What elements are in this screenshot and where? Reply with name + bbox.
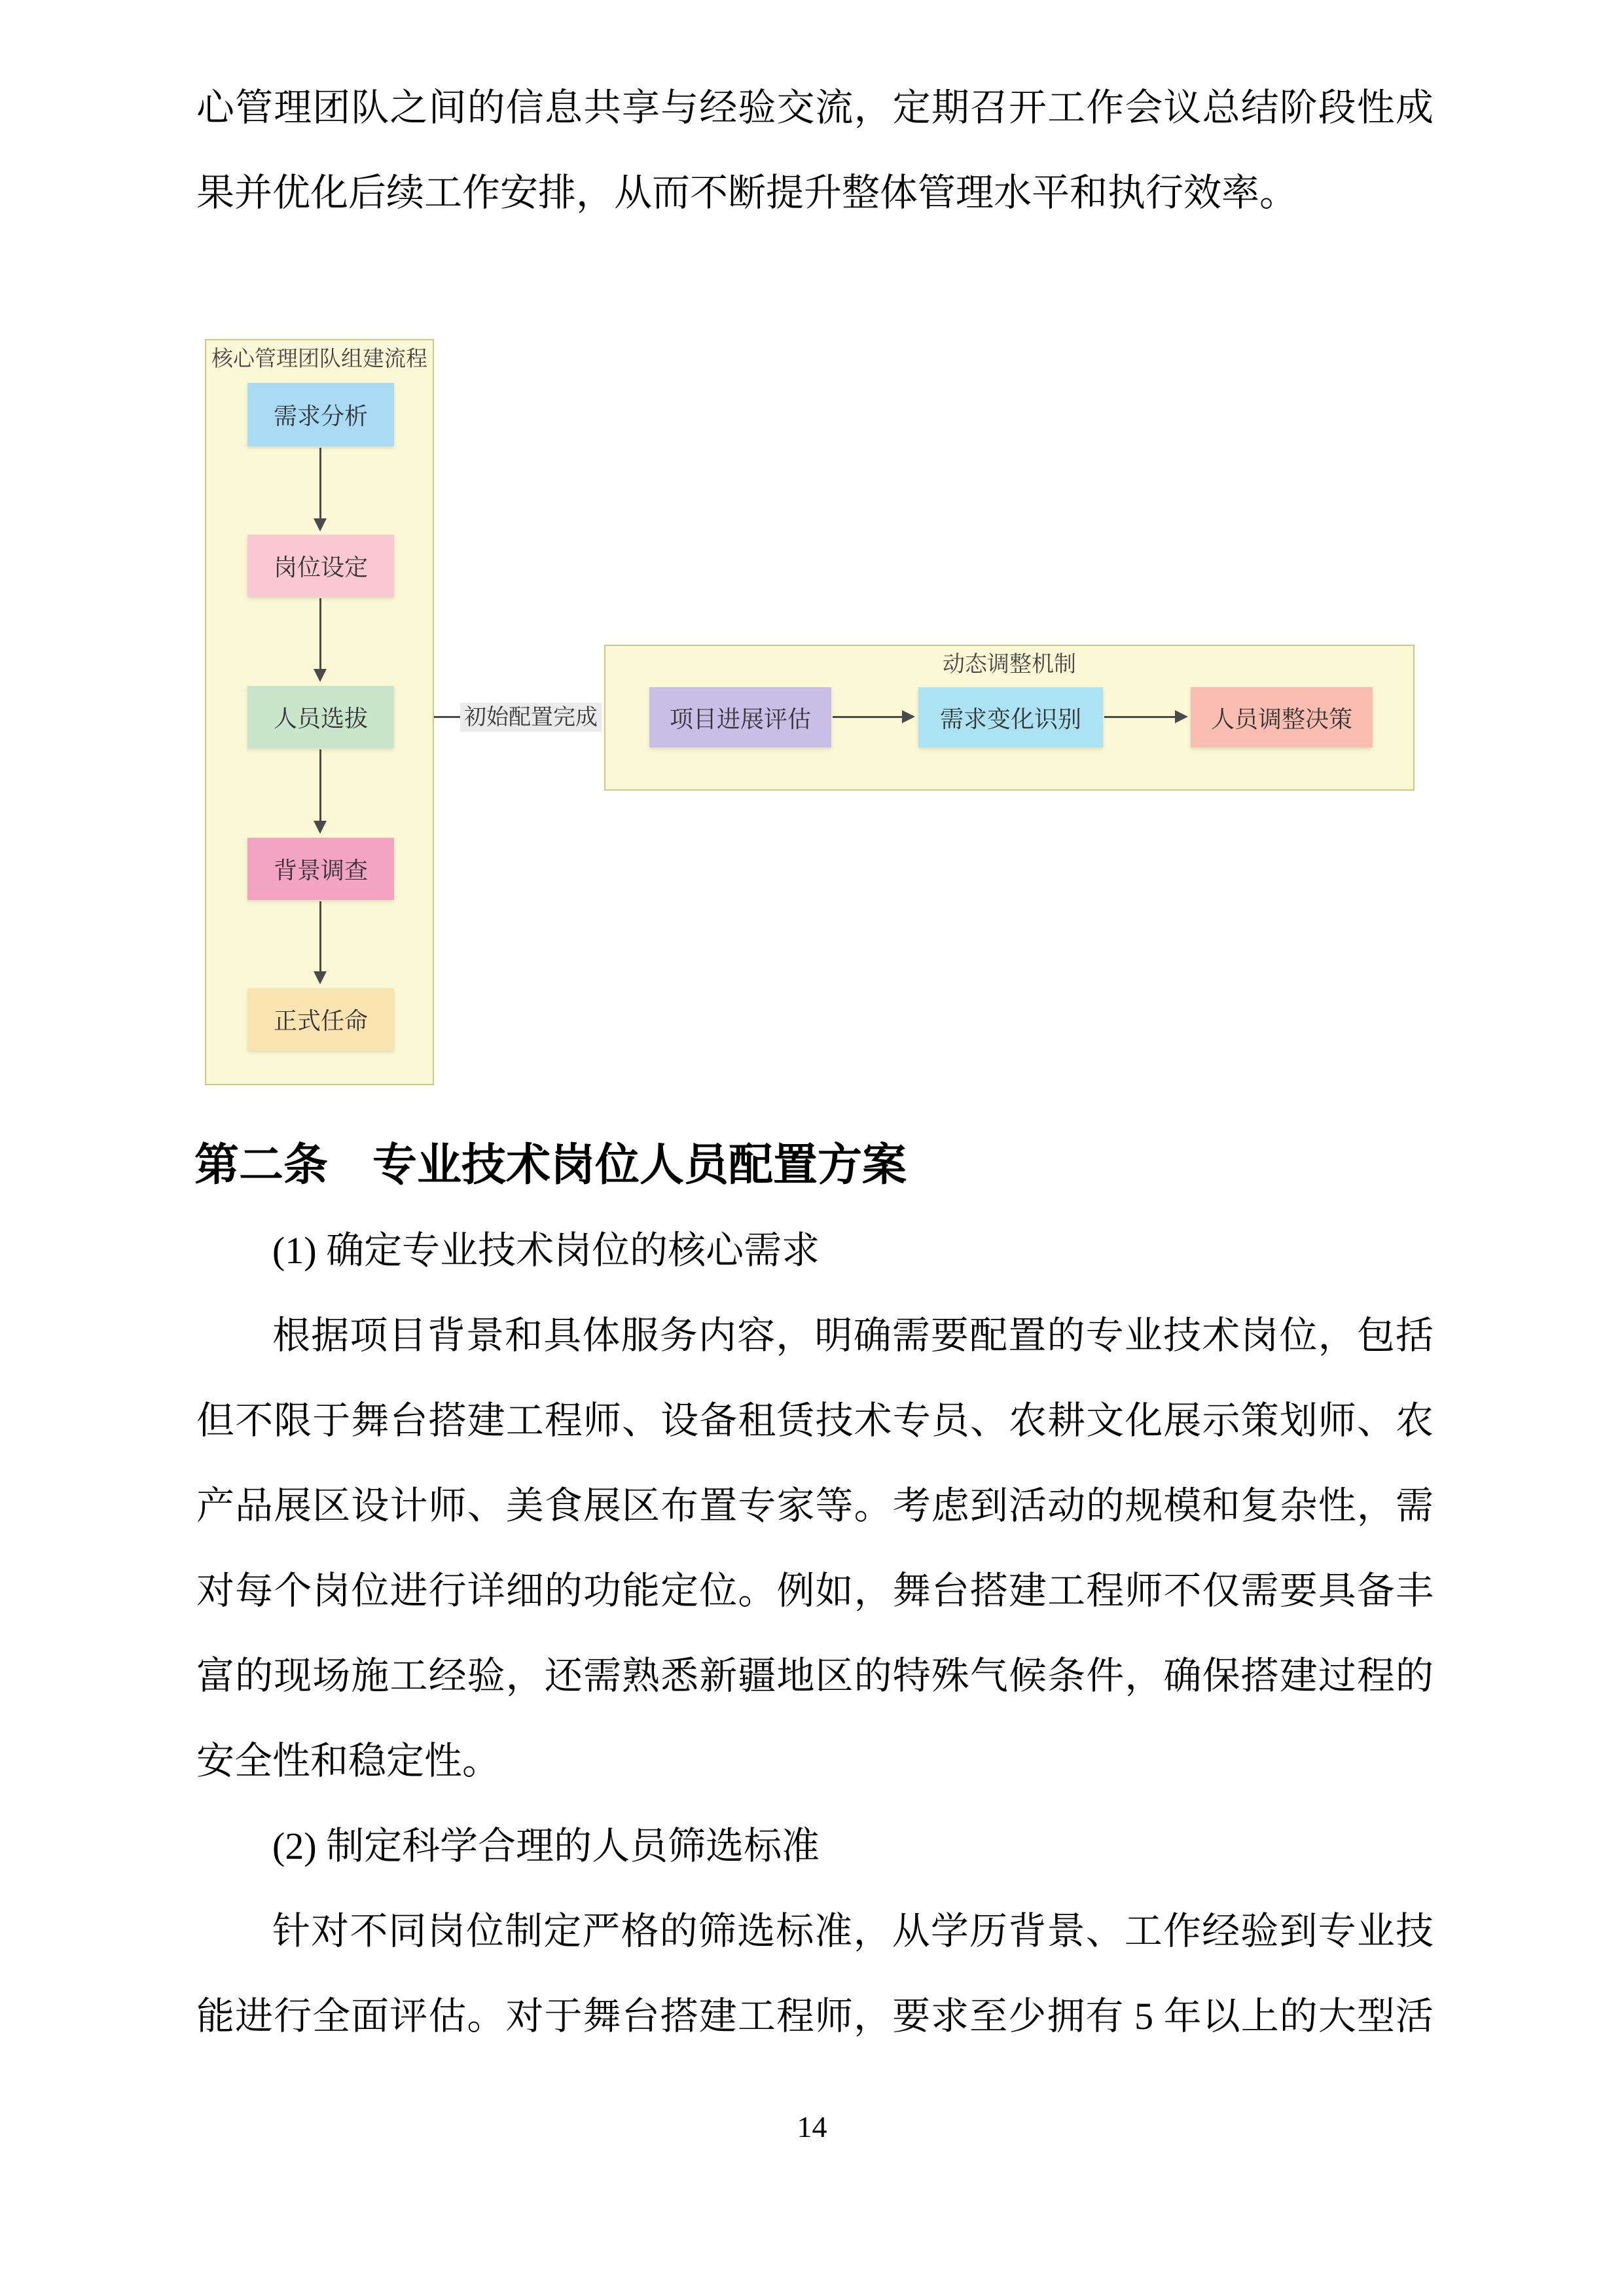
text-line: 针对不同岗位制定严格的筛选标准，从学历背景、工作经验到专业技 <box>272 1910 1434 1952</box>
flow-node-requirement-analysis: 需求分析 <box>247 383 394 446</box>
flow-node-personnel-adjustment-decision: 人员调整决策 <box>1191 687 1373 747</box>
flow-arrow-down <box>319 901 321 973</box>
text-line: 产品展区设计师、美食展区布置专家等。考虑到活动的规模和复杂性，需 <box>196 1484 1434 1527</box>
text-line: 富的现场施工经验，还需熟悉新疆地区的特殊气候条件，确保搭建过程的 <box>196 1655 1434 1697</box>
flow-arrow-down <box>319 448 321 520</box>
text-line: (2) 制定科学合理的人员筛选标准 <box>272 1825 820 1867</box>
flowchart-left-container-title: 核心管理团队组建流程 <box>211 346 427 370</box>
edge-label-initial-config-done: 初始配置完成 <box>460 703 602 732</box>
flow-node-position-setting: 岗位设定 <box>247 535 394 597</box>
body-paragraphs <box>196 1208 1434 2059</box>
flow-arrow-down <box>319 749 321 822</box>
flow-arrow-down <box>319 598 321 670</box>
text-line: 心管理团队之间的信息共享与经验交流，定期召开工作会议总结阶段性成 <box>196 86 1434 129</box>
flow-arrow-right <box>1104 716 1176 718</box>
flow-node-project-progress-evaluation: 项目进展评估 <box>649 687 831 747</box>
section-heading: 第二条 专业技术岗位人员配置方案 <box>194 1140 907 1190</box>
flow-arrow-right <box>833 716 903 718</box>
flow-node-personnel-selection: 人员选拔 <box>247 686 394 748</box>
text-line: 果并优化后续工作安排，从而不断提升整体管理水平和执行效率。 <box>196 171 1298 214</box>
flow-node-background-check: 背景调查 <box>247 838 394 900</box>
flowchart-right-container-title: 动态调整机制 <box>943 652 1076 677</box>
text-line: (1) 确定专业技术岗位的核心需求 <box>272 1229 820 1272</box>
flow-node-formal-appointment: 正式任命 <box>247 988 394 1050</box>
text-line: 对每个岗位进行详细的功能定位。例如，舞台搭建工程师不仅需要具备丰 <box>196 1570 1434 1612</box>
text-line: 安全性和稳定性。 <box>196 1740 501 1782</box>
flow-node-demand-change-identification: 需求变化识别 <box>918 687 1103 747</box>
text-line: 能进行全面评估。对于舞台搭建工程师，要求至少拥有 5 年以上的大型活 <box>196 1995 1434 2037</box>
intro-paragraph <box>196 65 1434 236</box>
text-line: 但不限于舞台搭建工程师、设备租赁技术专员、农耕文化展示策划师、农 <box>196 1399 1434 1442</box>
page-number: 14 <box>797 2110 827 2144</box>
text-line: 根据项目背景和具体服务内容，明确需要配置的专业技术岗位，包括 <box>272 1314 1434 1357</box>
